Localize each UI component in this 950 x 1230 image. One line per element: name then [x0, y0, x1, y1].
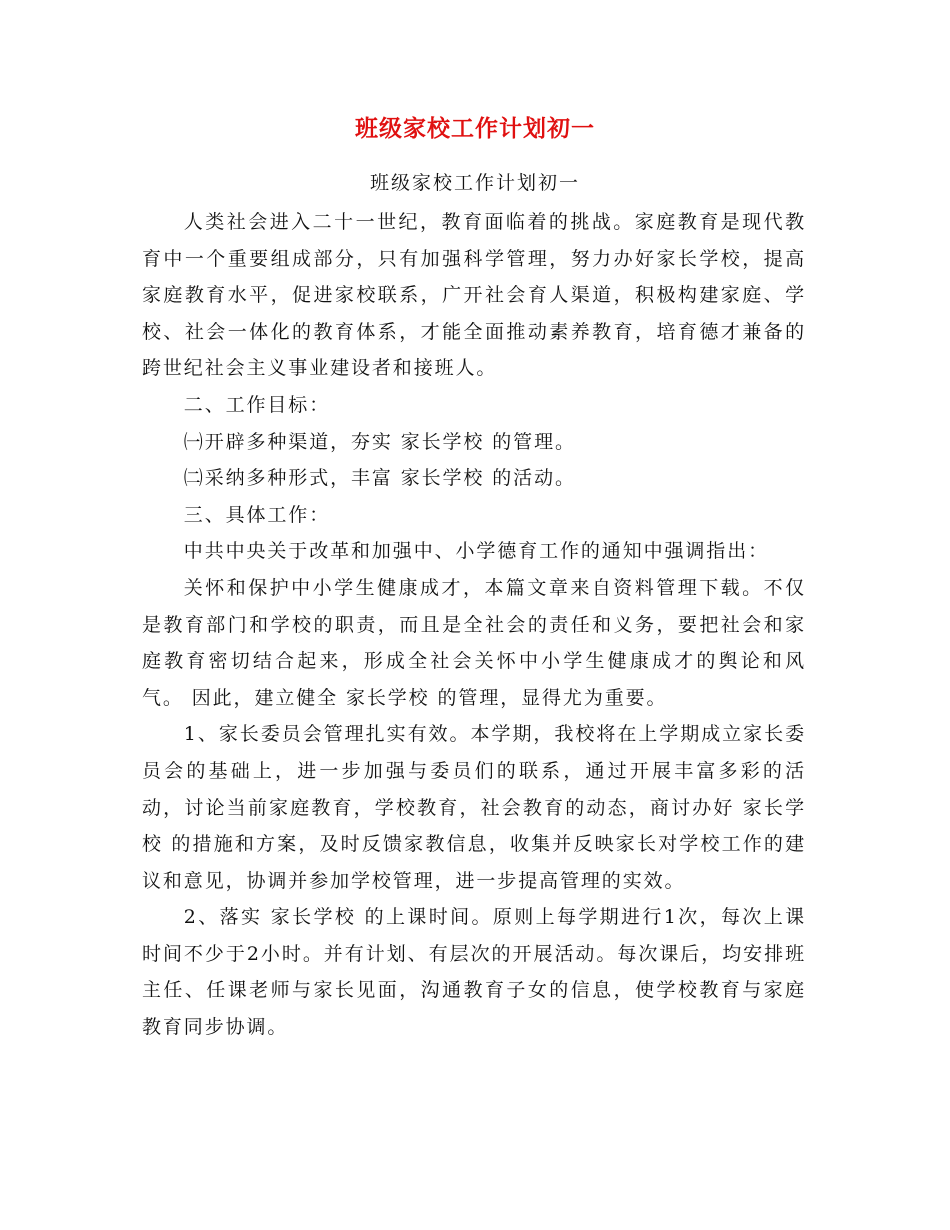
intro-paragraph: 人类社会进入二十一世纪，教育面临着的挑战。家庭教育是现代教育中一个重要组成部分，只有加强科学管理，努力办好家长学校，提高家庭教育水平，促进家校联系，广开社会育人渠道，积极构建家庭、学校、社会一体化的教育体系，才能全面推动素养教育，培育德才兼备的跨世纪社会主义事业建设者和接班人。: [142, 211, 806, 380]
section-heading-tasks: 三、具体工作：: [183, 503, 331, 526]
document-subtitle: 班级家校工作计划初一: [369, 172, 580, 194]
task-item-1: 1、家长委员会管理扎实有效。本学期，我校将在上学期成立家长委员会的基础上，进一步加强与委员们的联系，通过开展丰富多彩的活动，讨论当前家庭教育，学校教育，社会教育的动态，商讨办好 家长学校 的措施和方案，及时反馈家教信息，收集并反映家长对学校工作的建议和意见，协调并参加学校管理，进一步提高管理的实效。: [142, 723, 806, 892]
section-heading-goals: 二、工作目标：: [183, 393, 331, 416]
goal-item-2: ㈡采纳多种形式，丰富 家长学校 的活动。: [183, 467, 576, 490]
document-body: [142, 204, 806, 1046]
document-title: 班级家校工作计划初一: [355, 115, 595, 142]
task-item-2: 2、落实 家长学校 的上课时间。原则上每学期进行1次，每次上课时间不少于2小时。并有计划、有层次的开展活动。每次课后，均安排班主任、任课老师与家长见面，沟通教育子女的信息，使学校教育与家庭教育同步协调。: [142, 906, 806, 1039]
goal-item-1: ㈠开辟多种渠道，夯实 家长学校 的管理。: [183, 430, 576, 453]
notice-quote-paragraph: 中共中央关于改革和加强中、小学德育工作的通知中强调指出：: [183, 540, 769, 563]
notice-body-paragraph: 关怀和保护中小学生健康成才，本篇文章来自资料管理下载。不仅是教育部门和学校的职责，而且是全社会的责任和义务，要把社会和家庭教育密切结合起来，形成全社会关怀中小学生健康成才的舆论和风气。 因此，建立健全 家长学校 的管理，显得尤为重要。: [142, 576, 806, 709]
